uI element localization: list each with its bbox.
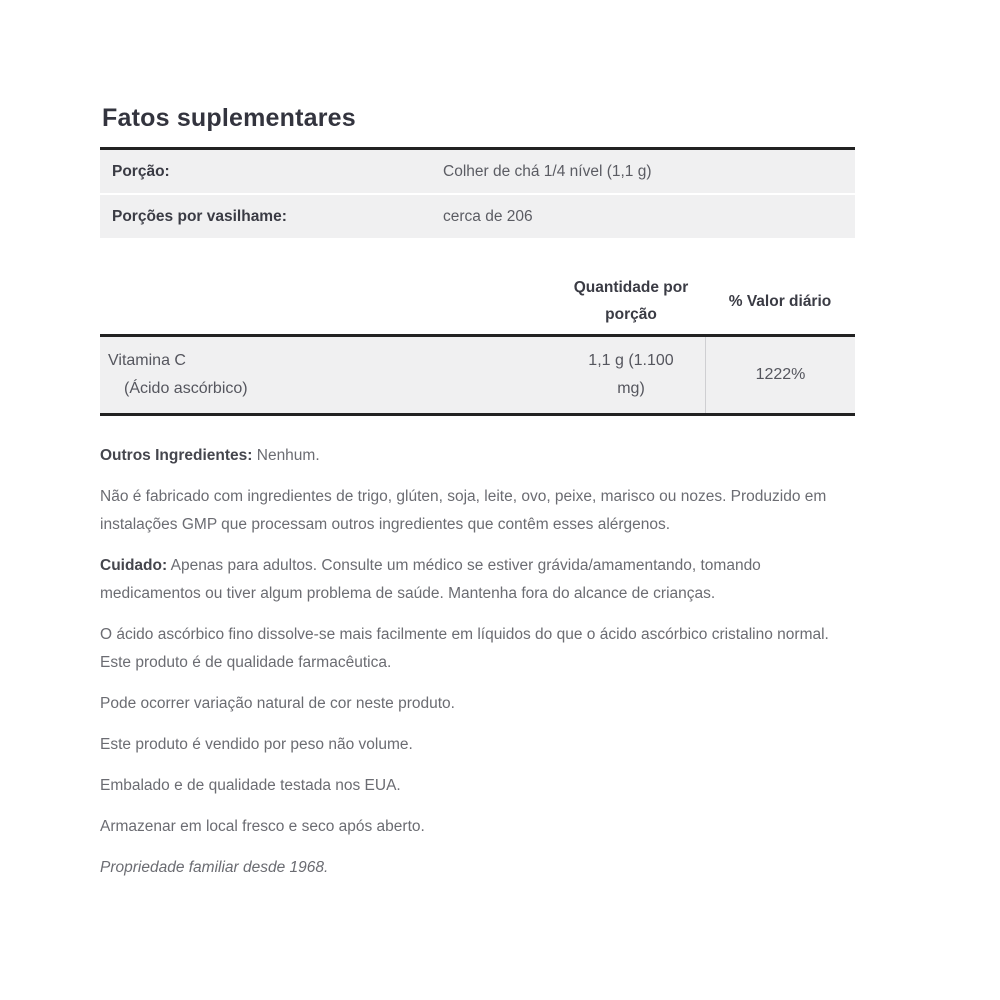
nutrient-table-header	[100, 268, 855, 334]
other-ingredients-label: Outros Ingredientes:	[100, 447, 253, 464]
servings-per-container-value: cerca de 206	[443, 207, 533, 225]
notes-section	[100, 442, 855, 882]
dissolve-note: O ácido ascórbico fino dissolve-se mais facilmente em líquidos do que o ácido ascórbico cristalino normal. Este produto é de qualidade farmacêutica.	[100, 626, 829, 671]
page-title: Fatos suplementares	[102, 104, 356, 132]
family-owned-note: Propriedade familiar desde 1968.	[100, 859, 329, 876]
packaged-note: Embalado e de qualidade testada nos EUA.	[100, 777, 401, 794]
nutrient-amount-cell: 1,1 g (1.100 mg)	[588, 352, 674, 397]
nutrient-daily-value-cell: 1222%	[705, 337, 855, 413]
nutrient-name: Vitamina C	[108, 352, 186, 369]
storage-note: Armazenar em local fresco e seco após aberto.	[100, 818, 425, 835]
other-ingredients-value: Nenhum.	[256, 447, 320, 464]
table-row	[100, 337, 855, 413]
color-variation-note: Pode ocorrer variação natural de cor neste produto.	[100, 695, 455, 712]
supplement-facts-panel	[100, 104, 855, 895]
serving-info-table	[100, 147, 855, 238]
nutrient-name-cell	[100, 337, 557, 413]
nutrient-table-body	[100, 334, 855, 416]
serving-size-row	[100, 150, 855, 193]
servings-per-container-label: Porções por vasilhame:	[112, 207, 287, 225]
nutrient-table	[100, 268, 855, 416]
caution-label: Cuidado:	[100, 557, 168, 574]
daily-value-header: % Valor diário	[728, 292, 832, 310]
other-ingredients-note	[100, 442, 855, 470]
sold-by-weight-note: Este produto é vendido por peso não volume.	[100, 736, 413, 753]
allergen-note: Não é fabricado com ingredientes de trigo, glúten, soja, leite, ovo, peixe, marisco ou nozes. Produzido em instalações GMP que processam outros ingredientes que contêm esses alérgenos.	[100, 488, 827, 533]
servings-per-container-row	[100, 195, 855, 238]
nutrient-form: (Ácido ascórbico)	[124, 380, 248, 397]
amount-per-serving-header: Quantidade por porção	[573, 279, 689, 323]
serving-size-value: Colher de chá 1/4 nível (1,1 g)	[443, 162, 652, 180]
caution-text: Apenas para adultos. Consulte um médico se estiver grávida/amamentando, tomando medicamentos ou tiver algum problema de saúde. Mantenha fora do alcance de crianças.	[100, 557, 761, 602]
caution-note	[100, 552, 855, 608]
serving-size-label: Porção:	[112, 162, 170, 180]
